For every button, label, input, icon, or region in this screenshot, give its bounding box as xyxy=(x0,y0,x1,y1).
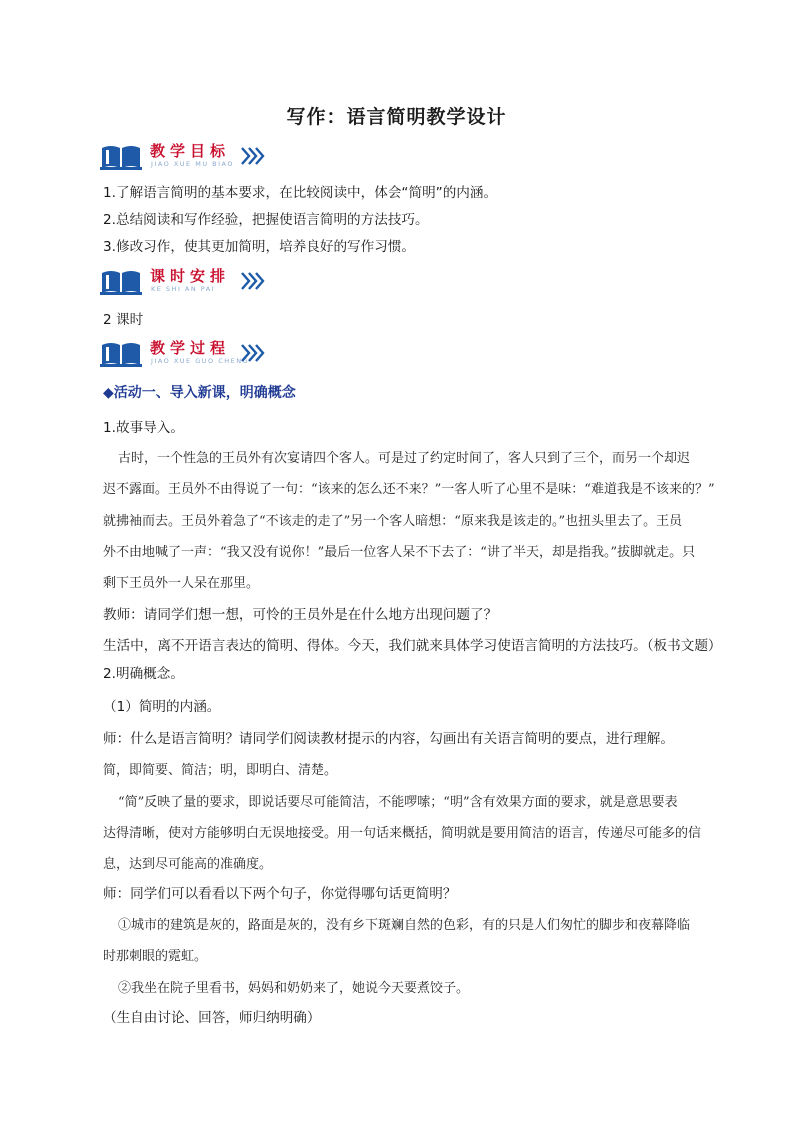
schedule-text: 2 课时 xyxy=(103,312,144,328)
teacher-question: 师：什么是语言简明？请同学们阅读教材提示的内容，勾画出有关语言简明的要点，进行理解。 xyxy=(103,731,674,747)
story-line: 外不由地喊了一声：“我又没有说你！”最后一位客人呆不下去了：“讲了半天，却是指我。”拔脚就走。只 xyxy=(103,545,696,560)
section-pinyin: KE SHI AN PAI xyxy=(151,285,216,293)
explain-line: “简”反映了量的要求，即说话要尽可能简洁，不能啰嗦；“明”含有效果方面的要求，就是意思要表 xyxy=(118,795,678,810)
concept-heading: 2.明确概念。 xyxy=(103,666,184,682)
section-title: 课时安排 xyxy=(150,267,231,285)
chevrons-icon xyxy=(240,343,266,363)
chevrons-icon xyxy=(240,146,266,166)
story-line: 就拂袖而去。王员外着急了“不该走的走了”另一个客人暗想：“原来我是该走的。”也扭头里去了。王员 xyxy=(103,514,683,529)
closing-note: （生自由讨论、回答，师归纳明确） xyxy=(103,1010,321,1026)
section-header-goals xyxy=(100,140,300,174)
teacher-intro: 生活中，离不开语言表达的简明、得体。今天，我们就来具体学习使语言简明的方法技巧。（板书文题） xyxy=(103,638,722,654)
goal-item: 1.了解语言简明的基本要求，在比较阅读中，体会“简明”的内涵。 xyxy=(103,185,498,201)
example-line: ②我坐在院子里看书，妈妈和奶奶来了，她说今天要煮饺子。 xyxy=(118,981,470,996)
page-title: 写作：语言简明教学设计 xyxy=(286,106,507,128)
explain-line: 达得清晰，使对方能够明白无误地接受。用一句话来概括，简明就是要用简洁的语言，传递尽可能多的信 xyxy=(103,826,702,841)
goal-item: 3.修改习作，使其更加简明，培养良好的写作习惯。 xyxy=(103,239,416,255)
story-line: 迟不露面。王员外不由得说了一句：“该来的怎么还不来？”一客人听了心里不是味：“难道我是不该来的？” xyxy=(103,482,715,497)
book-icon xyxy=(100,144,142,170)
story-line: 古时，一个性急的王员外有次宴请四个客人。可是过了约定时间了，客人只到了三个，而另一个却迟 xyxy=(118,451,691,466)
definition-text: 简，即简要、简洁；明，即明白、清楚。 xyxy=(103,763,338,778)
goal-item: 2.总结阅读和写作经验，把握使语言简明的方法技巧。 xyxy=(103,212,429,228)
activity-heading: ◆活动一、导入新课，明确概念 xyxy=(103,385,296,401)
story-line: 剩下王员外一人呆在那里。 xyxy=(103,576,260,591)
section-pinyin: JIAO XUE MU BIAO xyxy=(151,160,234,168)
chevrons-icon xyxy=(240,271,266,291)
section-header-process xyxy=(100,337,300,371)
section-header-schedule xyxy=(100,265,300,299)
section-title: 教学过程 xyxy=(150,339,231,357)
section-title: 教学目标 xyxy=(150,142,231,160)
example-line: ①城市的建筑是灰的，路面是灰的，没有乡下斑斓自然的色彩，有的只是人们匆忙的脚步和夜幕降临 xyxy=(118,918,691,933)
book-icon xyxy=(100,269,142,295)
example-line: 时那刺眼的霓虹。 xyxy=(103,949,208,964)
teacher-question: 教师：请同学们想一想，可怜的王员外是在什么地方出现问题了？ xyxy=(103,607,498,623)
story-intro: 1.故事导入。 xyxy=(103,420,184,436)
section-pinyin: JIAO XUE GUO CHENG xyxy=(151,357,250,365)
explain-line: 息，达到尽可能高的准确度。 xyxy=(103,857,273,872)
concept-subheading: （1）简明的内涵。 xyxy=(103,699,221,715)
teacher-question: 师：同学们可以看看以下两个句子，你觉得哪句话更简明？ xyxy=(103,886,457,902)
book-icon xyxy=(100,341,142,367)
